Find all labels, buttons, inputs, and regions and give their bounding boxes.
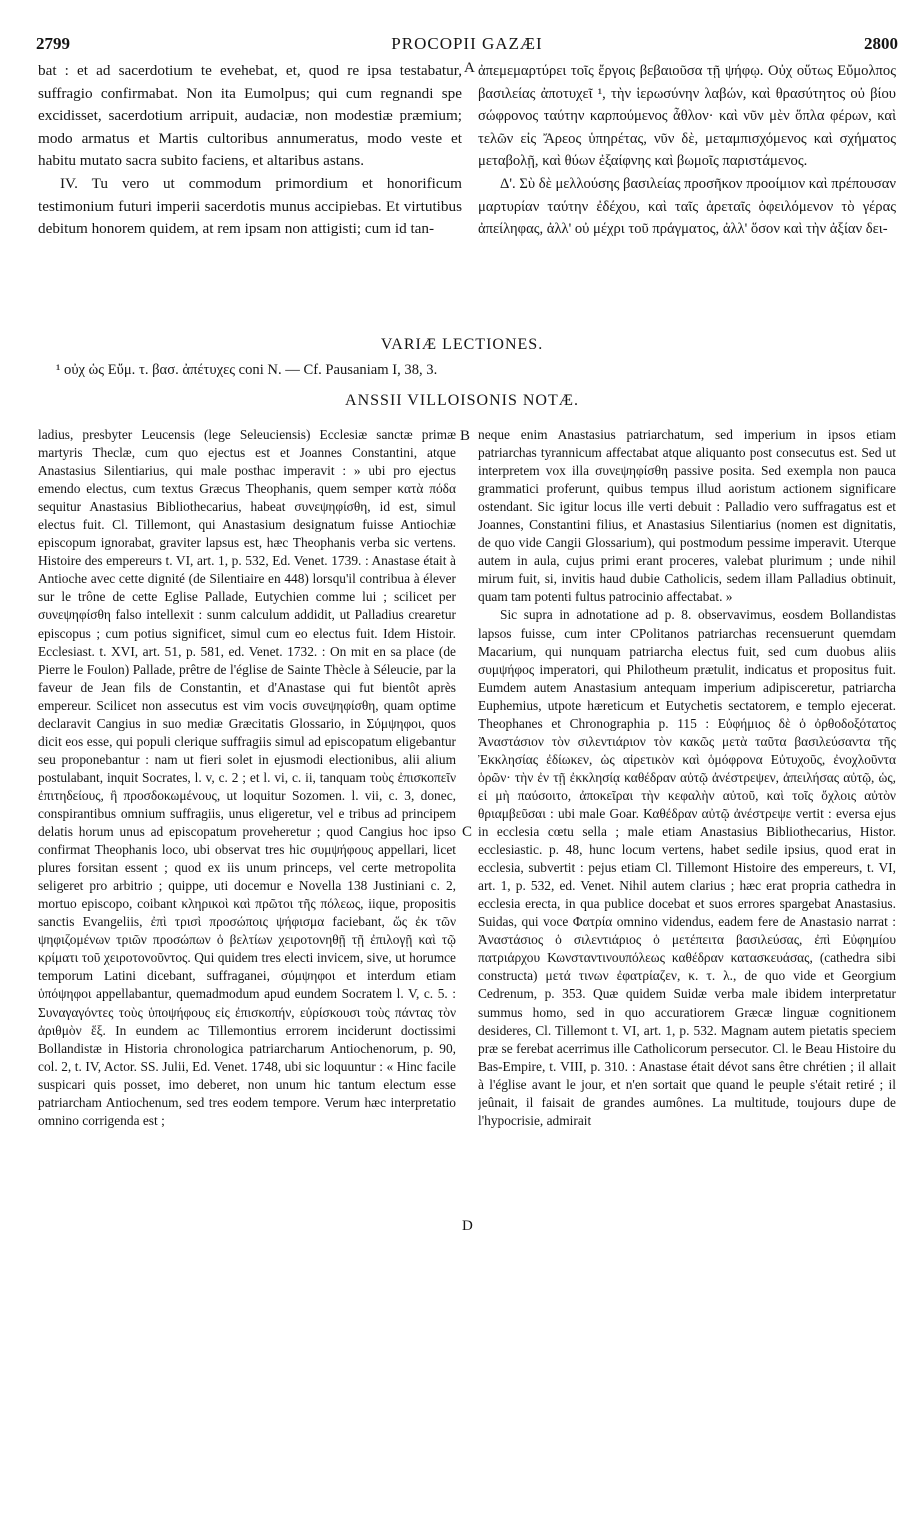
running-header (36, 34, 898, 58)
variae-lectiones-heading: VARIÆ LECTIONES. (380, 336, 544, 353)
notes-right-column (478, 426, 896, 1510)
greek-paragraph: Δ'. Σὺ δὲ μελλούσης βασιλείας προσῆκον προοίμιον καὶ πρέπουσαν μαρτυρίαν ταύτην ἐδέχου, καὶ ταῖς ἀρεταῖς ὀφειλόμενον τὸ γέρας ἀπείληφας, ἀλλ' οὐ μέχρι τοῦ πράγματος, ἀλλ' ὅσον καὶ τὴν ἀξίαν δει- (478, 175, 896, 238)
latin-text-column (38, 60, 462, 336)
notes-paragraph: Sic supra in adnotatione ad p. 8. observavimus, eosdem Bollandistas lapsos fuisse, cum inter CPolitanos patriarchas recensuerunt quemdam Macarium, qui nunquam patriarcha electus fuit, sed cum duobus aliis συμψήφος imperatori, qui Philotheum prætulit, indicatus et propositus fuit. Eumdem autem Anastasium antequam imperium adipisceretur, patriarcha Euphemius, utpote hæreticum et Eutychetis sectatorem, e templo ejecerat. Theophanes et Chronographia p. 115 : Εὐφήμιος δὲ ὁ ὀρθοδοξότατος Ἀναστάσιον τὸν σιλεντιάριον τὸν κακῶς μετὰ ταῦτα βασιλεύσαντα τῆς Ἐκκλησίας ἐδίωκεν, ὡς αἱρετικὸν καὶ ὁμόφρονα Εὐτυχοῦς, ἐνοχλοῦντα ὁρῶν· τὴν ἐν τῇ ἐκκλησίᾳ καθέδραν αὐτῷ ἀνέστρεψεν, ἀπειλήσας αὐτῷ, ὡς, εἰ μὴ παύσοιτο, ἀποκεῖραι τὴν κεφαλὴν αὐτοῦ, καὶ τοῖς ὄχλοις αὐτὸν θριαμβεῦσαι : ubi male Goar. Καθέδραν αὐτῷ ἀνέστρεψε vertit : eversa ejus in ecclesia cœtu sella ; male etiam Anastasius Bibliothecarius, Histor. ecclesiastic. p. 48, hunc locum vertens, habet sedile ipsius, quod erat in ecclesia, subvertit : pejus etiam Cl. Tillemont Histoire des empereurs, t. VI, art. 1, p. 532, ed. Venet. Nihil autem clarius ; hæc erat propria cathedra in ecclesia erecta, in qua publice docebat et suos errores spargebat Anastasius. Suidas, qui voce Φατρία omnino videndus, eadem fere de Anastasio narrat : Ἀναστάσιος ὁ σιλεντιάριος ὁ μετέπειτα βασιλεύσας, ἐπὶ Εὐφημίου πατριάρχου Κωνσταντινουπόλεως καθέδραν κατασκευάσας, (cathedra sibi constructa) μετά τινων ἐφατρίαζεν, κ. τ. λ., de quo vide et Georgium Cedrenum, p. 353. Quæ quidem Suidæ verba male ibidem interpretatur summus homo, sed in quo accuratiorem Græcæ linguæ cognitionem desideres, Cl. Tillemont t. VI, art. 1, p. 532. Magnam autem pietatis speciem præ se ferebat acerrimus ille Catholicorum persecutor. Cl. le Beau Histoire du Bas-Empire, t. VIII, p. 310. : Anastase était dévot sans être chrétien ; il allait à l'église avant le jour, et n'en sortait que quand le peuple s'était retiré ; il jeûnait, il faisait de grandes aumônes. La multitude, toujours dupe de l'hypocrisie, admirait (478, 607, 896, 1128)
latin-paragraph: IV. Tu vero ut commodum primordium et honorificum testimonium futuri imperii sacerdotis munus accipiebas. Et virtutibus debitum honorem quidem, at rem ipsam non attigisti; cum id tan- (38, 174, 462, 238)
margin-marker-a: A (464, 60, 475, 76)
margin-marker-c: C (462, 824, 473, 840)
notes-left-column (38, 426, 456, 1510)
margin-marker-b: B (460, 428, 471, 444)
running-title: PROCOPII GAZÆI (391, 34, 543, 53)
page-number-right: 2800 (864, 34, 898, 53)
greek-text-column (478, 60, 896, 336)
margin-marker-d: D (462, 1218, 473, 1234)
notae-heading: ANSSII VILLOISONIS NOTÆ. (345, 392, 579, 409)
page-number-left: 2799 (36, 34, 70, 53)
notes-paragraph: ladius, presbyter Leucensis (lege Seleuciensis) Ecclesiæ sanctæ primæ martyris Theclæ, cum quo ejectus est et Joannes Constantini, atque Anastasius Silentiarius, qui male posthac imperavit : » ubi pro ejectus emendo electus, cum textus Græcus Theophanis, quem semper κατὰ πόδα sequitur Anastasius Bibliothecarius, habeat συνεψηφίσθη, id est, simul electus fuit. Cl. Tillemont, qui Anastasium designatum fuisse Antiochiæ episcopum ignorabat, graviter lapsus est, hæc Theophanis verba sic vertens. Histoire des empereurs t. VI, art. 1, p. 532, Ed. Venet. 1739. : Anastase était à Antioche avec cette dignité (de Silentiaire en 448) lorsqu'il contribua à élever sur le trône de cette Eglise Pallade, Eutychien comme lui ; scilicet per συνεψηφίσθη falso intellexit : sunm calculum addidit, ut Palladius crearetur episcopus ; cum potius significet, simul cum eo electus fuit. Idem Histoir. Ecclesiast. t. XVI, art. 51, p. 581, ed. Venet. 1732. : On mit en sa place (de Pierre le Foulon) Pallade, prêtre de l'église de Sainte Thècle à Séleucie, par la faveur de Jean fils de Constantin, et d'Anastase qui fut bientôt après empereur. Scilicet non assecutus est vim vocis συνεψηφίσθη, quam optime declaravit Cangius in suo mediæ Græcitatis Glossario, in Σύμψηφοι, quos dicit eos esse, qui populi clerique suffragiis simul ad episcopatum eligebantur seu proponebantur : nam ut fieri solet in ejusmodi electionibus, alii alium postulabant, inquit Socrates, l. v, c. 2 ; et l. vi, c. ii, tanquam τοὺς ἐπισκοπεῖν ἐπιτηδείους, ἢ προσδοκωμένους, ut loquitur Sozomen. l. vii, c. 3, donec, conspirantibus omnium suffragiis, unus eligeretur, vel e tribus ad principem delatis horum unus ad episcopatum proveheretur ; quod Cangius hoc ipso confirmat Theophanis loco, ubi observat tres hic συμψήφους appellari, licet plures forsitan essent ; quod ex iis unum princeps, vel certe metropolita seligeret pro arbitrio ; quippe, uti docemur e Novella 138 Justiniani c. 2, mortuo episcopo, coibant κληρικοὶ καὶ πρῶτοι τῆς πόλεως, iique, propositis sanctis Evangeliis, ἐπὶ τρισὶ προσώποις ψήφισμα faciebant, ὥς ἐκ τῶν ψηφιζομένων τριῶν προσώπων ὁ βελτίων χειροτονηθῇ τῇ ἐπιλογῇ καὶ τῷ κρίματι τοῦ χειροτονοῦντος. Qui quidem tres electi invicem, sive, ut horumce temporum Latini dicebant, suffraganei, σύμψηφοι et interdum etiam ὑπόψηφοι appellabantur, quemadmodum apud eundem Socratem l. V, c. 5. : Συναγαγόντες τοὺς ὑποψήφους εἰς ἐπισκοπήν, εὑρίσκουσι τοὺς πάντας τὸν ἀριθμὸν ἕξ. In eundem ac Tillemontius errorem inciderunt doctissimi Bollandistæ in Historia chronologica patriarcharum Antiochenorum, p. 90, col. 2, t. IV, Actor. SS. Julii, Ed. Venet. 1748, ubi sic loquuntur : « Hinc facile suspicari quis posset, imo deberet, non unum hic tantum electum esse patriarcham Antiochenum, sed tres eodem tempore. Verum hæc interpretatio omnino corrigenda est ; (38, 427, 456, 1128)
greek-paragraph: ἀπεμεμαρτύρει τοῖς ἔργοις βεβαιοῦσα τῇ ψήφῳ. Οὐχ οὕτως Εὔμολπος βασιλείας ἀποτυχεῖ ¹, τὴν ἱερωσύνην λαβών, καὶ θρασύτητος οὐ βίου σώφρονος ταύτην καρπούμενος ἆθλον· καὶ νῦν μὲν ὅπλα φέρων, καὶ τελῶν εἰς Ἄρεος ὑπηρέτας, νῦν δὲ, μεταμπισχόμενος καὶ σχήματος μεταβολῇ, καὶ θύων ἐξαίφνης καὶ βωμοῖς παριστάμενος. (478, 63, 896, 170)
latin-paragraph: bat : et ad sacerdotium te evehebat, et, quod re ipsa testabatur, suffragio confirmabat. Non ita Eumolpus; qui cum regnandi spe excidisset, sacerdotium arripuit, audaciæ, non modestiæ præmium; modo armatus et Martis cultoribus annumeratus, modo veste et habitu mutato sacra subito faciens, et altaribus astans. (38, 62, 462, 170)
notes-paragraph: neque enim Anastasius patriarchatum, sed imperium in ipsos etiam patriarchas tyrannicum affectabat atque aliquanto post consecutus est. Sed ut interpretem vox illa συνεψηφίσθη passive posita. Sed exempla non pauca grammatici proferunt, quibus tempus illud aoristum actionem significare ostendant. Sic igitur locus ille verti debuit : Palladio vero suffragatus est et Joannes, Constantini filius, et Anastasius Silentiarius (nomen est dignitatis, de quo vide Cangii Glossarium), qui postmodum pessime imperavit. Uterque autem in aula, cujus primi erant proceres, valebat plurimum ; unde nihil mirum fuit, si, invitis haud dubie Catholicis, sedem illam Palladius obtinuit, quam tam potenti fultus patrocinio affectabat. » (478, 427, 896, 605)
variae-lectiones-note: ¹ οὐχ ὡς Εὔμ. τ. βασ. ἀπέτυχες coni N. — Cf. Pausaniam I, 38, 3. (56, 362, 438, 378)
